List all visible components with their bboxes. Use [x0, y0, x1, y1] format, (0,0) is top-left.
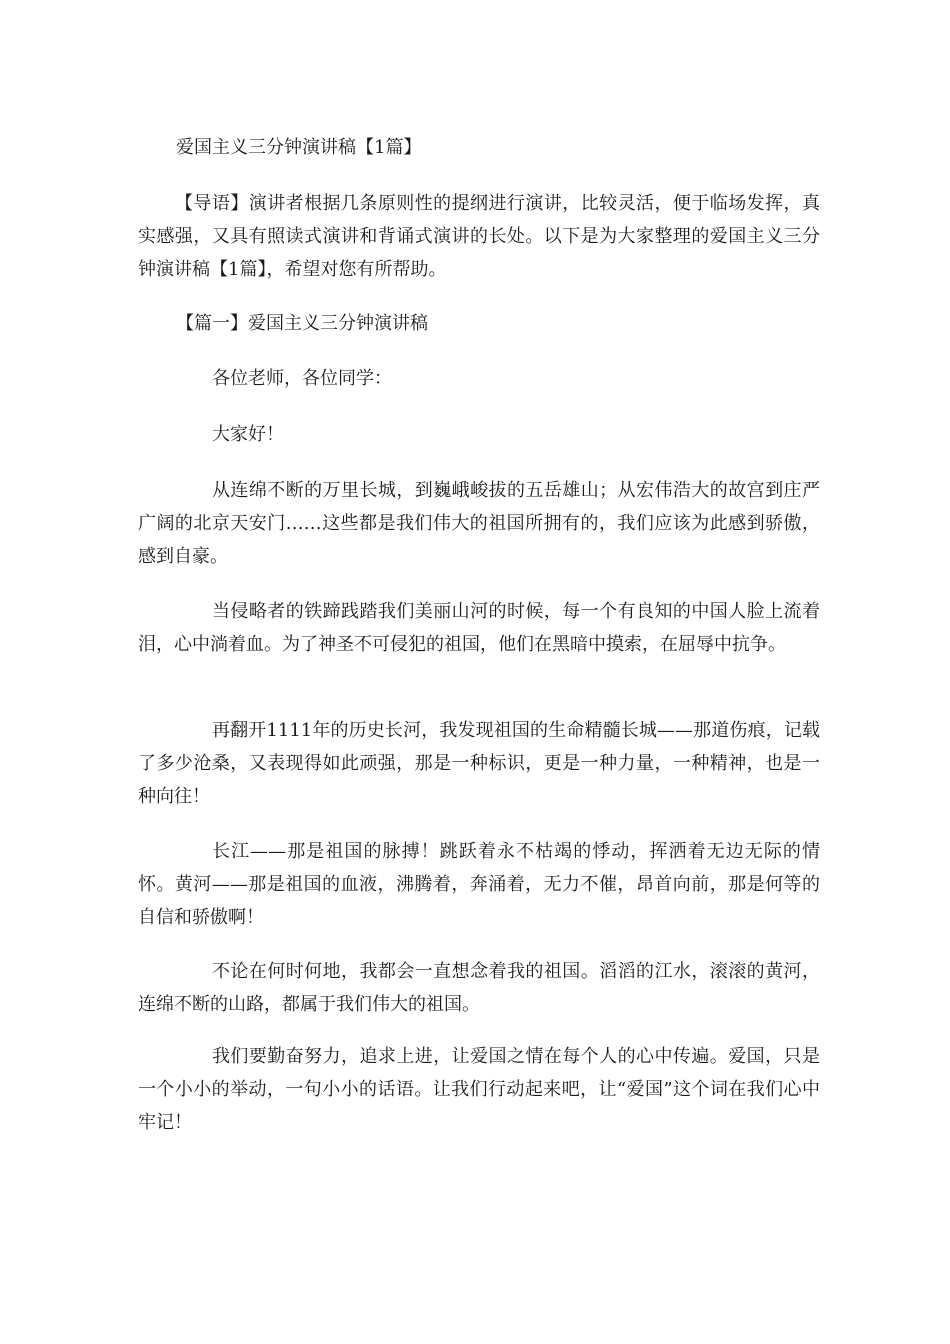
document-title: 爱国主义三分钟演讲稿【1篇】 — [176, 137, 422, 158]
salutation: 各位老师，各位同学： — [212, 368, 392, 389]
body-paragraph: 当侵略者的铁蹄践踏我们美丽山河的时候，每一个有良知的中国人脸上流着泪，心中淌着血。为了神圣不可侵犯的祖国，他们在黑暗中摸索，在屈辱中抗争。 — [138, 601, 820, 655]
body-paragraph: 长江——那是祖国的脉搏！跳跃着永不枯竭的悸动，挥洒着无边无际的情怀。黄河——那是祖国的血液，沸腾着，奔涌着，无力不催，昂首向前，那是何等的自信和骄傲啊！ — [138, 841, 820, 928]
body-paragraph: 我们要勤奋努力，追求上进，让爱国之情在每个人的心中传遍。爱国，只是一个小小的举动，一句小小的话语。让我们行动起来吧，让“爱国”这个词在我们心中牢记！ — [138, 1046, 820, 1133]
intro-paragraph: 【导语】演讲者根据几条原则性的提纲进行演讲，比较灵活，便于临场发挥，真实感强，又具有照读式演讲和背诵式演讲的长处。以下是为大家整理的爱国主义三分钟演讲稿【1篇】，希望对您有所帮助。 — [138, 193, 820, 280]
greeting: 大家好！ — [212, 424, 284, 445]
body-paragraph: 不论在何时何地，我都会一直想念着我的祖国。滔滔的江水，滚滚的黄河，连绵不断的山路，都属于我们伟大的祖国。 — [138, 961, 820, 1015]
section-heading: 【篇一】爱国主义三分钟演讲稿 — [176, 313, 428, 334]
body-paragraph: 再翻开1111年的历史长河，我发现祖国的生命精髓长城——那道伤痕，记载了多少沧桑，又表现得如此顽强，那是一种标识，更是一种力量，一种精神，也是一种向往！ — [138, 720, 820, 807]
body-paragraph: 从连绵不断的万里长城，到巍峨峻拔的五岳雄山；从宏伟浩大的故宫到庄严广阔的北京天安门……这些都是我们伟大的祖国所拥有的，我们应该为此感到骄傲，感到自豪。 — [138, 480, 820, 567]
